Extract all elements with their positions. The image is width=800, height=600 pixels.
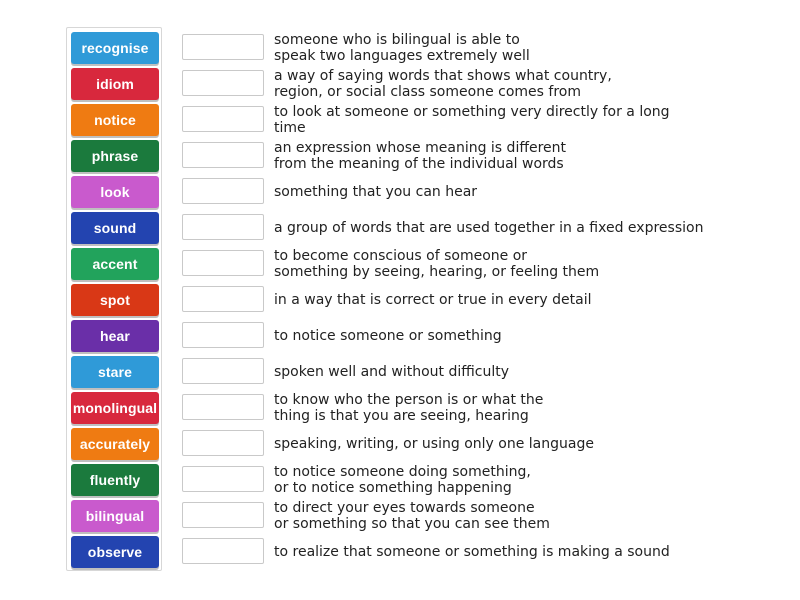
answer-drop-box[interactable] bbox=[182, 286, 264, 312]
definition-text bbox=[274, 426, 704, 462]
word-tile-observe[interactable]: observe bbox=[71, 536, 159, 568]
word-tile-monolingual[interactable]: monolingual bbox=[71, 392, 159, 424]
definition-text bbox=[274, 210, 704, 246]
definition-text bbox=[274, 534, 704, 570]
answer-drop-box[interactable] bbox=[182, 178, 264, 204]
definition-label: to notice someone doing something, or to notice something happening bbox=[274, 464, 531, 496]
word-tile-stare[interactable]: stare bbox=[71, 356, 159, 388]
word-tile-spot[interactable]: spot bbox=[71, 284, 159, 316]
word-tile-notice[interactable]: notice bbox=[71, 104, 159, 136]
definition-text bbox=[274, 138, 704, 174]
answer-drop-box[interactable] bbox=[182, 430, 264, 456]
definition-label: an expression whose meaning is different from the meaning of the individual words bbox=[274, 140, 567, 172]
definition-label: in a way that is correct or true in every detail bbox=[274, 292, 592, 308]
word-tile-hear[interactable]: hear bbox=[71, 320, 159, 352]
answer-drop-box[interactable] bbox=[182, 502, 264, 528]
definition-label: to notice someone or something bbox=[274, 328, 502, 344]
definition-text bbox=[274, 498, 704, 534]
answer-drop-box[interactable] bbox=[182, 250, 264, 276]
definition-text bbox=[274, 66, 704, 102]
definition-label: to direct your eyes towards someone or something so that you can see them bbox=[274, 500, 550, 532]
word-tile-fluently[interactable]: fluently bbox=[71, 464, 159, 496]
definition-text bbox=[274, 318, 704, 354]
definition-text bbox=[274, 102, 704, 138]
definition-label: something that you can hear bbox=[274, 184, 478, 200]
word-tile-idiom[interactable]: idiom bbox=[71, 68, 159, 100]
word-tile-bilingual[interactable]: bilingual bbox=[71, 500, 159, 532]
definition-label: a group of words that are used together in a fixed expression bbox=[274, 220, 704, 236]
definition-label: spoken well and without difficulty bbox=[274, 364, 509, 380]
answer-drop-box[interactable] bbox=[182, 214, 264, 240]
word-tile-recognise[interactable]: recognise bbox=[71, 32, 159, 64]
answer-drop-box[interactable] bbox=[182, 142, 264, 168]
definition-label: to realize that someone or something is making a sound bbox=[274, 544, 670, 560]
answer-drop-box[interactable] bbox=[182, 322, 264, 348]
definition-text bbox=[274, 390, 704, 426]
definition-label: someone who is bilingual is able to speak two languages extremely well bbox=[274, 32, 530, 64]
answer-drop-box[interactable] bbox=[182, 70, 264, 96]
answer-drop-box[interactable] bbox=[182, 394, 264, 420]
word-tile-phrase[interactable]: phrase bbox=[71, 140, 159, 172]
definition-label: speaking, writing, or using only one language bbox=[274, 436, 594, 452]
answer-drop-box[interactable] bbox=[182, 358, 264, 384]
definition-text bbox=[274, 282, 704, 318]
definition-label: to look at someone or something very directly for a long time bbox=[274, 104, 670, 136]
answer-drop-box[interactable] bbox=[182, 106, 264, 132]
definition-text bbox=[274, 30, 704, 66]
definition-text bbox=[274, 462, 704, 498]
word-tile-accent[interactable]: accent bbox=[71, 248, 159, 280]
definition-label: to know who the person is or what the thing is that you are seeing, hearing bbox=[274, 392, 544, 424]
word-tile-sound[interactable]: sound bbox=[71, 212, 159, 244]
definition-label: a way of saying words that shows what country, region, or social class someone comes from bbox=[274, 68, 612, 100]
word-bank bbox=[66, 27, 162, 571]
definition-text bbox=[274, 354, 704, 390]
definition-text bbox=[274, 246, 704, 282]
definition-text bbox=[274, 174, 704, 210]
answer-drop-box[interactable] bbox=[182, 466, 264, 492]
answer-drop-box[interactable] bbox=[182, 34, 264, 60]
word-tile-look[interactable]: look bbox=[71, 176, 159, 208]
answer-drop-box[interactable] bbox=[182, 538, 264, 564]
word-tile-accurately[interactable]: accurately bbox=[71, 428, 159, 460]
definition-label: to become conscious of someone or something by seeing, hearing, or feeling them bbox=[274, 248, 600, 280]
